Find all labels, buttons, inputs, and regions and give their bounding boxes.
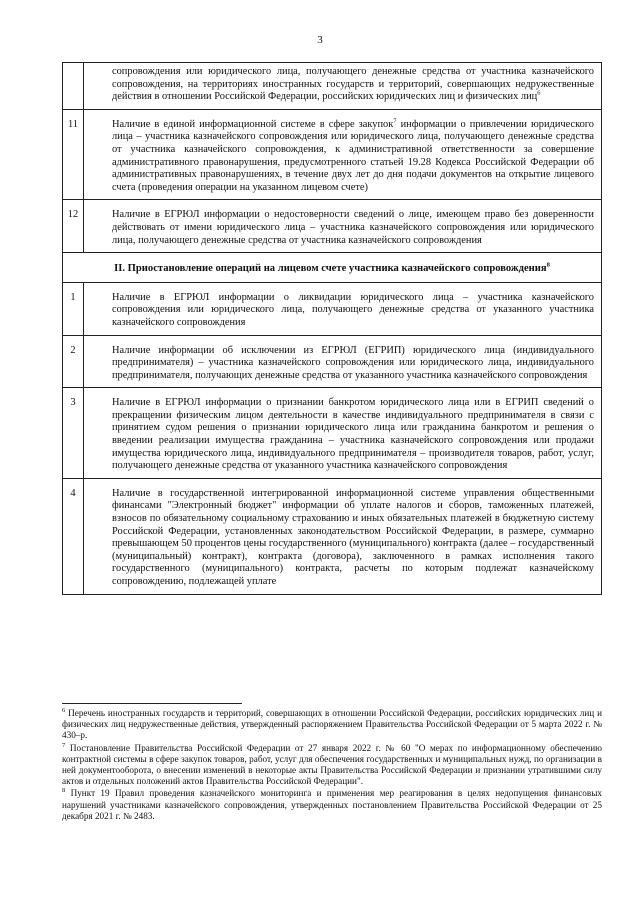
row-text: Наличие в государственной интегрированной информационной системе управления общественными финансами "Электронный бюджет" информации об уплате налогов и сборов, таможенных платежей, взносов по обязательному социальному страхованию и иных обязательных платежей в бюджетную систему Российской Федерации, установленных законодательством Российской Федерации, в размере, суммарно превышающем 50 процентов цены государственного (муниципального) контракта (далее – государственный (муниципальный) контракт), контракта (договора), заключенного в рамках исполнения такого государственного (муниципального) контракта, расчеты по которым подлежат казначейскому сопровождению, подлежащей уплате xyxy=(84,478,602,594)
row-number: 2 xyxy=(63,335,84,388)
footnote: $^8$ Пункт 19 Правил проведения казначейского мониторинга и применения мер реагирования в целях недопущения финансовых нарушений участниками казначейского сопровождения, утвержденных постановлением Правительства Российской Федерации от 25 декабря 2021 г. № 2483. xyxy=(62,787,602,821)
row-number: 1 xyxy=(63,282,84,335)
row-text: сопровождения или юридического лица, получающего денежные средства от участника казначейского сопровождения, на территориях иностранных государств и территорий, совершающих недружественные действия в отношении Российской Федерации, российских юридических лиц и физических лиц$^6$ xyxy=(84,63,602,110)
page-number: 3 xyxy=(317,34,323,46)
row-text: Наличие в ЕГРЮЛ информации о признании банкротом юридического лица или в ЕГРИП сведений о прекращении физическим лицом деятельности в качестве индивидуального предпринимателя в связи с принятием судом решения о признании юридического лица или гражданина банкротом и решения о введении реализации имущества гражданина – участника казначейского сопровождения или продажи имущества юридического лица, индивидуального предпринимателя – производителя товаров, работ, услуг, получающего денежные средства от указанного участника казначейского сопровождения xyxy=(84,388,602,479)
table-row xyxy=(63,109,602,200)
table-row xyxy=(63,478,602,594)
row-text: Наличие в ЕГРЮЛ информации о ликвидации юридического лица – участника казначейского сопровождения или юридического лица, получающего денежные средства от указанного участника казначейского сопровождения xyxy=(84,282,602,335)
row-text: Наличие информации об исключении из ЕГРЮЛ (ЕГРИП) юридического лица (индивидуального предпринимателя) – участника казначейского сопровождения или юридического лица, индивидуального предпринимателя, получающих денежные средства от указанного участника казначейского сопровождения xyxy=(84,335,602,388)
table-row xyxy=(63,282,602,335)
footnote-ref: 7 xyxy=(393,117,397,125)
footnote-ref: 8 xyxy=(546,261,550,269)
footnotes xyxy=(62,708,602,823)
row-number xyxy=(63,63,84,110)
footnote: $^7$ Постановление Правительства Российской Федерации от 27 января 2022 г. № 60 "О мерах по информационному обеспечению контрактной системы в сфере закупок товаров, работ, услуг для обеспечения государственных и муниципальных нужд, по организации в ней документооборота, о внесении изменений в некоторые акты Правительства Российской Федерации и признании утратившими силу актов и отдельных положений актов Правительства Российской Федерации". xyxy=(62,741,602,787)
table-row xyxy=(63,335,602,388)
table-row xyxy=(63,200,602,253)
footnote-divider xyxy=(62,703,242,704)
section-header-row xyxy=(63,253,602,283)
row-text: Наличие в единой информационной системе в сфере закупок$^7$ информации о привлечении юридического лица – участника казначейского сопровождения или юридического лица, получающего денежные средства от участника казначейского сопровождения, к административной ответственности за совершение административного правонарушения, предусмотренного статьей 19.28 Кодекса Российской Федерации об административных правонарушениях, в течение двух лет до дня подачи документов на открытие лицевого счета (проведения операции на указанном лицевом счете) xyxy=(84,109,602,200)
footnote-ref: 6 xyxy=(537,89,541,97)
section-title: II. Приостановление операций на лицевом счете участника казначейского сопровождения$^8$ xyxy=(63,253,602,283)
row-number: 3 xyxy=(63,388,84,479)
grounds-table xyxy=(62,62,602,595)
row-number: 11 xyxy=(63,109,84,200)
row-number: 12 xyxy=(63,200,84,253)
row-number: 4 xyxy=(63,478,84,594)
row-text: Наличие в ЕГРЮЛ информации о недостоверности сведений о лице, имеющем право без доверенности действовать от имени юридического лица – участника казначейского сопровождения или юридического лица, получающего денежные средства от участника казначейского сопровождения xyxy=(84,200,602,253)
table-row xyxy=(63,388,602,479)
footnote: $^6$ Перечень иностранных государств и территорий, совершающих в отношении Российской Федерации, российских юридических лиц и физических лиц недружественные действия, утвержденный распоряжением Правительства Российской Федерации от 5 марта 2022 г. № 430–р. xyxy=(62,706,602,741)
table-row xyxy=(63,63,602,110)
